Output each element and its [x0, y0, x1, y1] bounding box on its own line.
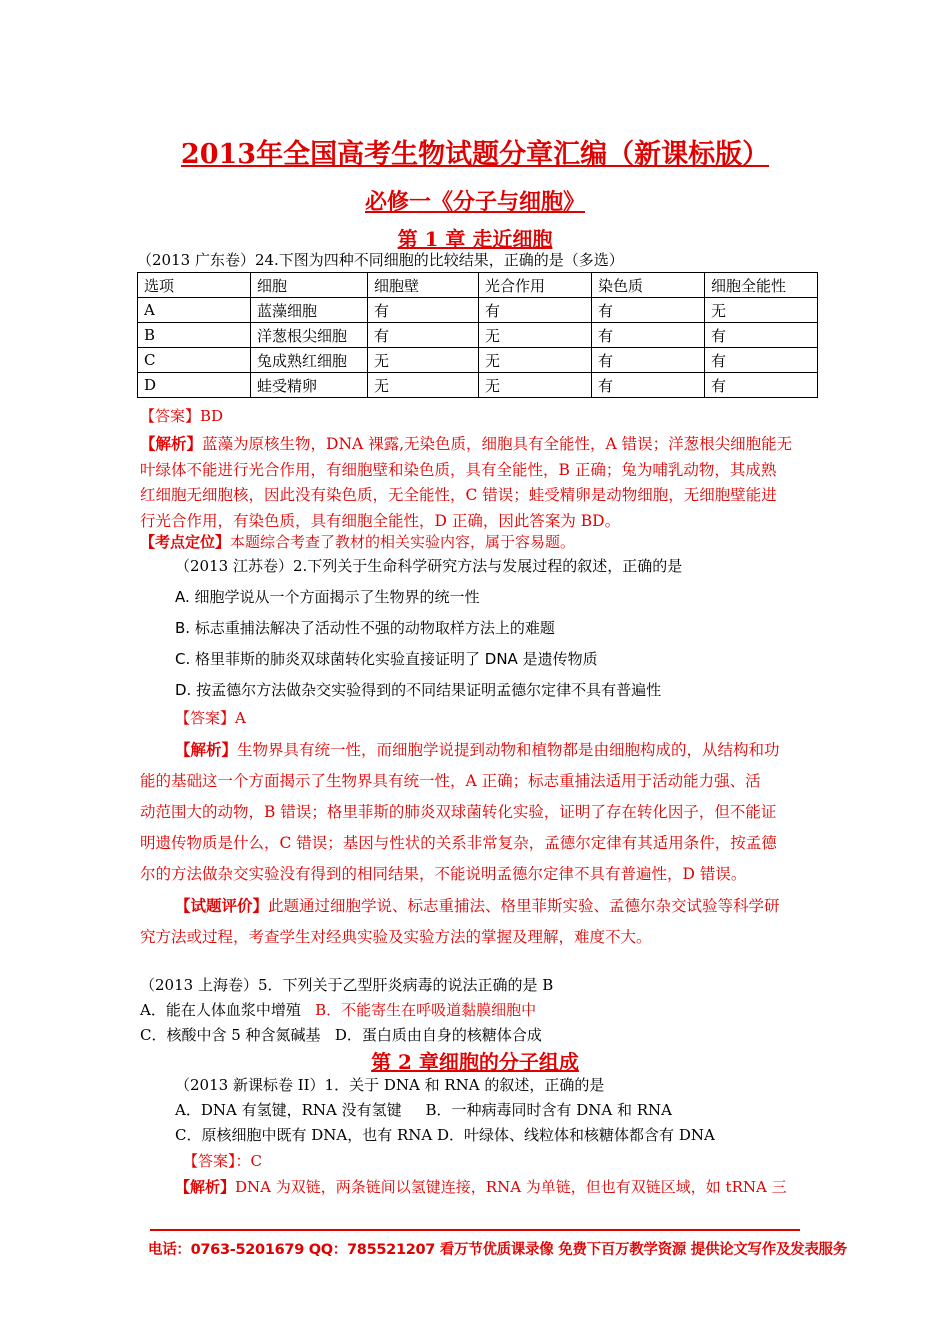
analysis-line: 明遗传物质是什么，C 错误；基因与性状的关系非常复杂，孟德尔定律有其适用条件，按孟德: [140, 834, 777, 852]
q3-options-ab: [140, 1000, 536, 1020]
q3-option-d: D．蛋白质由自身的核糖体合成: [334, 1026, 542, 1044]
table-header-cell: 细胞: [251, 273, 368, 298]
q3-option-c: C．核酸中含 5 种含氮碱基: [140, 1026, 321, 1044]
table-cell: A: [138, 298, 251, 323]
ch2-q1-option-b: B．一种病毒同时含有 DNA 和 RNA: [425, 1101, 673, 1119]
table-cell: C: [138, 348, 251, 373]
q1-stem: （2013 广东卷）24.下图为四种不同细胞的比较结果，正确的是（多选）: [137, 251, 624, 269]
ch2-q1-answer: 【答案】：C: [183, 1152, 262, 1170]
table-header-cell: 光合作用: [479, 273, 592, 298]
table-cell: 有: [592, 373, 705, 398]
analysis-line: 尔的方法做杂交实验没有得到的相同结果，不能说明孟德尔定律不具有普遍性，D 错误。: [140, 865, 747, 883]
table-cell: 有: [368, 323, 479, 348]
ch2-q1-option-a: A．DNA 有氢键，RNA 没有氢键: [175, 1101, 402, 1119]
q3-options-cd: [140, 1025, 542, 1045]
footer-divider: [150, 1229, 800, 1231]
analysis-line: 红细胞无细胞核，因此没有染色质，无全能性，C 错误；蛙受精卵是动物细胞，无细胞壁能进: [140, 486, 777, 504]
q2-option-b: B. 标志重捕法解决了活动性不强的动物取样方法上的难题: [175, 619, 555, 637]
table-cell: 蛙受精卵: [251, 373, 368, 398]
q2-option-a: A. 细胞学说从一个方面揭示了生物界的统一性: [175, 588, 480, 606]
q2-option-d: D. 按孟德尔方法做杂交实验得到的不同结果证明孟德尔定律不具有普遍性: [175, 681, 662, 699]
comparison-table: [137, 272, 818, 398]
key-point-label: 【考点定位】: [140, 533, 231, 551]
table-header-cell: 细胞壁: [368, 273, 479, 298]
table-row: [138, 373, 818, 398]
table-cell: 无: [479, 323, 592, 348]
table-row: [138, 298, 818, 323]
table-header-cell: 选项: [138, 273, 251, 298]
table-cell: 有: [705, 323, 818, 348]
chapter1-title: 第 1 章 走近细胞: [397, 227, 553, 251]
analysis-label: 【解析】: [140, 434, 203, 453]
analysis-line: DNA 为双链，两条链间以氢键连接，RNA 为单链，但也有双链区域，如 tRNA 三: [235, 1178, 787, 1196]
ch2-q1-option-d: D．叶绿体、线粒体和核糖体都含有 DNA: [437, 1126, 715, 1144]
table-cell: 有: [705, 373, 818, 398]
q2-stem: （2013 江苏卷）2.下列关于生命科学研究方法与发展过程的叙述，正确的是: [175, 557, 683, 575]
analysis-label: 【解析】: [175, 740, 238, 759]
analysis-label: 【解析】: [175, 1178, 236, 1196]
analysis-line: 行光合作用，有染色质，具有细胞全能性，D 正确，因此答案为 BD。: [140, 511, 621, 530]
table-cell: D: [138, 373, 251, 398]
q2-answer: 【答案】A: [175, 709, 246, 727]
table-cell: 无: [368, 373, 479, 398]
main-title: 2013年全国高考生物试题分章汇编（新课标版）: [180, 139, 770, 170]
table-cell: 无: [705, 298, 818, 323]
table-cell: 洋葱根尖细胞: [251, 323, 368, 348]
table-cell: 无: [479, 348, 592, 373]
ch2-q1-stem: （2013 新课标卷 II）1．关于 DNA 和 RNA 的叙述，正确的是: [175, 1076, 605, 1094]
analysis-line: 生物界具有统一性，而细胞学说提到动物和植物都是由细胞构成的，从结构和功: [237, 741, 780, 759]
ch2-q1-options-ab: [175, 1100, 672, 1120]
q3-option-a: A．能在人体血浆中增殖: [140, 1001, 301, 1019]
q3-option-b: B．不能寄生在呼吸道黏膜细胞中: [315, 1001, 537, 1019]
table-cell: B: [138, 323, 251, 348]
table-cell: 有: [368, 298, 479, 323]
table-cell: 有: [592, 323, 705, 348]
table-header-cell: 染色质: [592, 273, 705, 298]
table-row: [138, 323, 818, 348]
analysis-line: 动范围大的动物，B 错误；格里菲斯的肺炎双球菌转化实验，证明了存在转化因子，但不能证: [140, 803, 777, 821]
chapter2-title: 第 2 章细胞的分子组成: [371, 1050, 579, 1074]
eval-line: 此题通过细胞学说、标志重捕法、格里菲斯实验、孟德尔杂交试验等科学研: [268, 897, 780, 915]
table-cell: 兔成熟红细胞: [251, 348, 368, 373]
eval-label: 【试题评价】: [175, 896, 269, 915]
ch2-q1-analysis: [175, 1177, 787, 1197]
sub-title: 必修一《分子与细胞》: [364, 189, 585, 215]
analysis-line: 叶绿体不能进行光合作用，有细胞壁和染色质，具有全能性，B 正确；兔为哺乳动物，其成熟: [140, 460, 777, 479]
ch2-q1-option-c: C．原核细胞中既有 DNA，也有 RNA: [175, 1126, 433, 1144]
table-cell: 有: [592, 348, 705, 373]
q1-key-point: [140, 532, 575, 552]
q2-option-c: C. 格里菲斯的肺炎双球菌转化实验直接证明了 DNA 是遗传物质: [175, 650, 598, 668]
table-cell: 有: [479, 298, 592, 323]
table-cell: 有: [592, 298, 705, 323]
q1-answer: 【答案】BD: [140, 407, 224, 425]
footer-contact: 电话：0763-5201679 QQ：785521207 看万节优质课录像 免费下百万教学资源 提供论文写作及发表服务: [148, 1242, 847, 1258]
q1-analysis: [140, 431, 792, 534]
q2-analysis: [140, 734, 780, 953]
table-cell: 有: [705, 348, 818, 373]
q3-stem: （2013 上海卷）5．下列关于乙型肝炎病毒的说法正确的是 B: [140, 976, 554, 994]
table-header-row: [138, 273, 818, 298]
table-row: [138, 348, 818, 373]
eval-line: 究方法或过程，考查学生对经典实验及实验方法的掌握及理解，难度不大。: [140, 928, 652, 946]
ch2-q1-options-cd: [175, 1125, 715, 1145]
analysis-line: 蓝藻为原核生物，DNA 裸露,无染色质，细胞具有全能性，A 错误；洋葱根尖细胞能无: [202, 435, 793, 453]
table-cell: 无: [368, 348, 479, 373]
analysis-line: 能的基础这一个方面揭示了生物界具有统一性，A 正确；标志重捕法适用于活动能力强、活: [140, 772, 761, 790]
table-cell: 蓝藻细胞: [251, 298, 368, 323]
table-cell: 无: [479, 373, 592, 398]
key-point-text: 本题综合考查了教材的相关实验内容，属于容易题。: [230, 533, 576, 551]
table-header-cell: 细胞全能性: [705, 273, 818, 298]
